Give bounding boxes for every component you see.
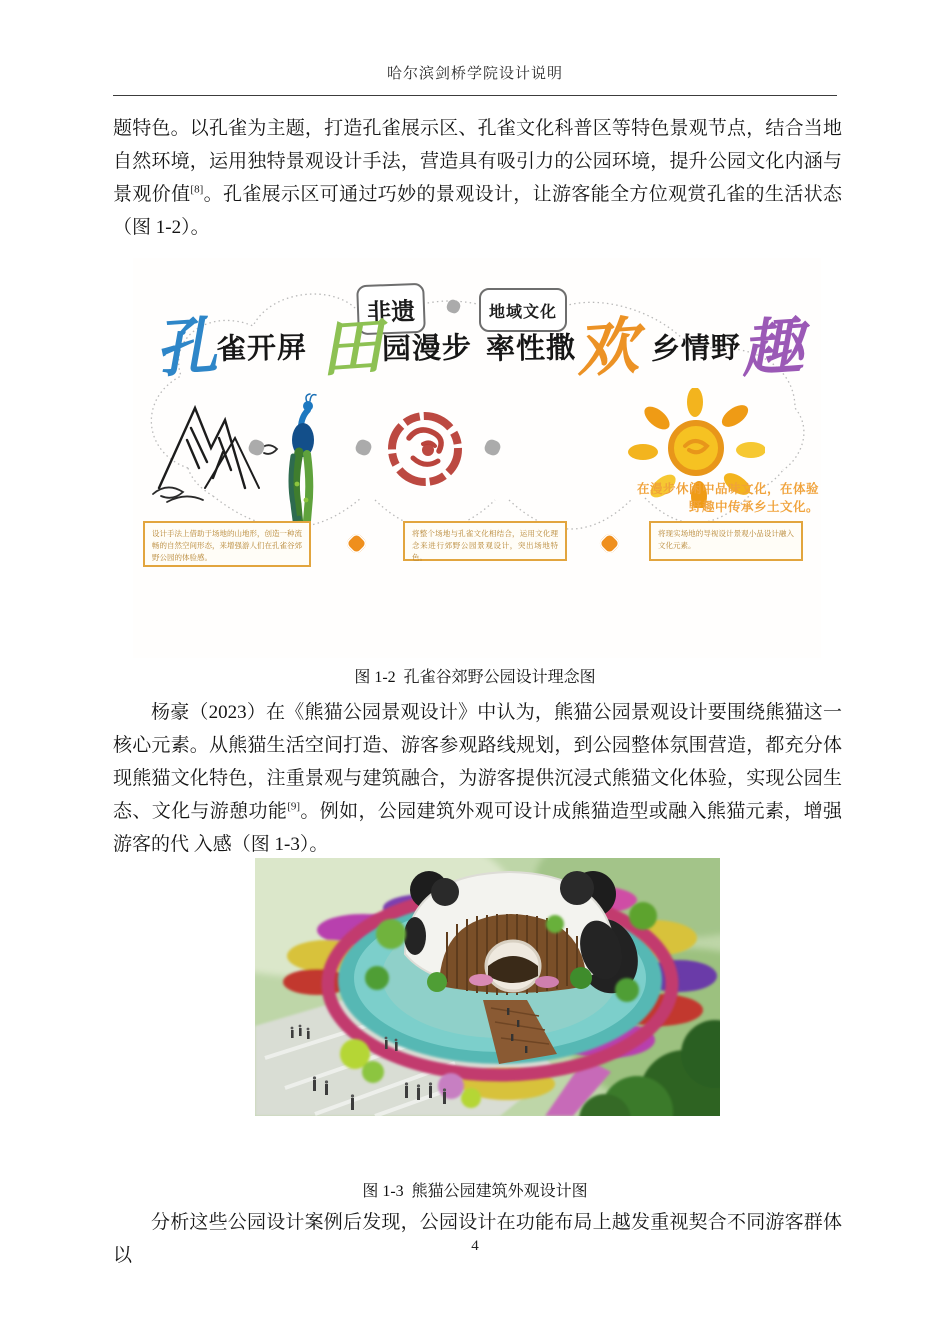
figure-1-3-caption: 图 1-3 熊猫公园建筑外观设计图 bbox=[362, 1183, 588, 1200]
paragraph-2 bbox=[113, 696, 842, 861]
note-box-3: 将现实场地的导视设计景观小品设计融入文化元素。 bbox=[649, 521, 803, 561]
note-box-2: 将整个场地与孔雀文化相结合，运用文化理念来进行郊野公园景观设计，突出场地特色。 bbox=[403, 521, 567, 561]
tag-feiyi: 非遗 bbox=[356, 283, 426, 335]
page-number: 4 bbox=[471, 1238, 479, 1254]
paragraph-1-text: 题特色。以孔雀为主题，打造孔雀展示区、孔雀文化科普区等特色景观节点，结合当地自然环境，运用独特景观设计手法，营造具有吸引力的公园环境，提升公园文化内涵与景观价值 bbox=[113, 118, 842, 205]
figure-1-2-image bbox=[133, 258, 821, 658]
tag-diyu-wenhua: 地域文化 bbox=[479, 288, 567, 332]
culture-slogan: 在漫步休闲中品味文化，在体验野趣中传承乡土文化。 bbox=[636, 482, 819, 515]
paragraph-2-text: 杨豪（2023）在《熊猫公园景观设计》中认为，熊猫公园景观设计要围绕熊猫这一核心元素。从熊猫生活空间打造、游客参观路线规划，到公园整体氛围营造，都充分体现熊猫文化特色，注重景观与建筑融合，为游客提供沉浸式熊猫文化体验，实现公园生态、文化与游憩功能 bbox=[113, 702, 842, 822]
phrase-peacock bbox=[152, 312, 308, 386]
mountain-ink-icon bbox=[147, 390, 287, 508]
phrase-1-rest: 雀开屏 bbox=[216, 332, 308, 366]
phrase-4-big-char: 趣 bbox=[738, 312, 806, 386]
paragraph-2-rest: 。例如，公园建筑外观可设计成熊猫造型或融入熊猫元素，增强游客的代 入感（图 1-3）。 bbox=[113, 801, 842, 855]
header-rule bbox=[113, 95, 837, 96]
paragraph-1-rest: 。孔雀展示区可通过巧妙的景观设计，让游客能全方位观赏孔雀的生活状态（图 1-2）。 bbox=[113, 184, 842, 238]
phrase-2-big-char: 田 bbox=[318, 312, 385, 386]
phrase-2-rest: 园漫步 bbox=[382, 332, 473, 366]
citation-ref-9: [9] bbox=[287, 800, 301, 813]
citation-ref-8: [8] bbox=[190, 183, 204, 196]
note-box-1: 设计手法上借助于场地的山地形，创造一种流畅的自然空间形态，来增强游人们在孔雀谷郊野公园的体验感。 bbox=[143, 521, 311, 567]
dragon-seal-icon bbox=[383, 406, 467, 492]
phrase-4-head: 乡情野 bbox=[650, 332, 742, 366]
panda-park-rendering bbox=[255, 858, 720, 1116]
figure-1-2-caption: 图 1-2 孔雀谷郊野公园设计理念图 bbox=[354, 669, 596, 686]
figure-1-3-image bbox=[255, 858, 720, 1116]
phrase-1-big-char: 孔 bbox=[152, 312, 220, 386]
phrase-3-big-char: 欢 bbox=[573, 312, 640, 386]
paragraph-3: 分析这些公园设计案例后发现，公园设计在功能布局上越发重视契合不同游客群体以 bbox=[113, 1212, 842, 1266]
page-header: 哈尔滨剑桥学院设计说明 bbox=[386, 66, 563, 82]
phrase-fun bbox=[650, 312, 806, 386]
paragraph-1 bbox=[113, 112, 842, 244]
phrase-3-head: 率性撒 bbox=[485, 332, 576, 366]
